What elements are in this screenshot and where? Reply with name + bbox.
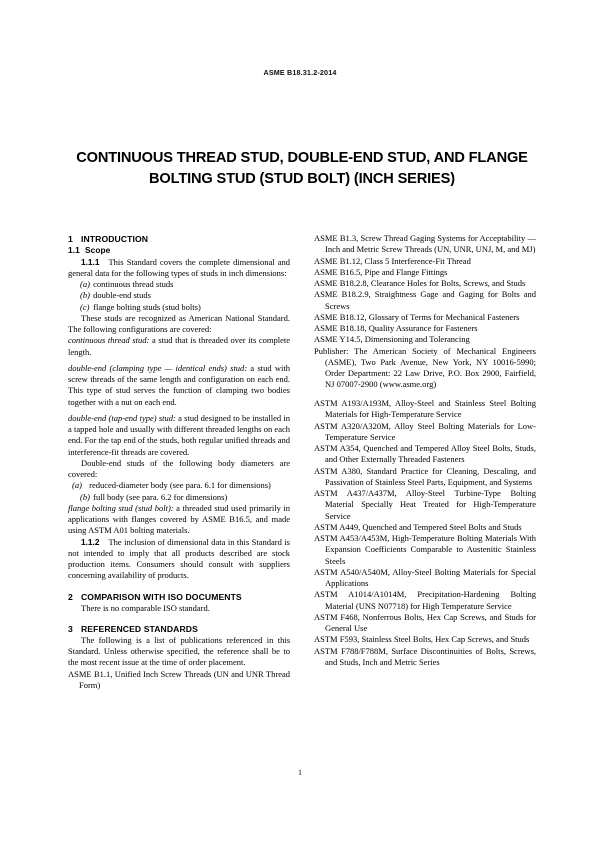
running-header: ASME B18.31.2-2014: [263, 68, 337, 77]
section-1-heading: [68, 233, 290, 245]
reference-entry: ASTM F788/F788M, Surface Discontinuities of Bolts, Screws, and Studs, Inch and Metric Series: [314, 645, 536, 667]
page-title-line-1: CONTINUOUS THREAD STUD, DOUBLE-END STUD, AND FLANGE: [76, 150, 528, 166]
section-2-number: 2: [68, 591, 73, 602]
list-item: [68, 302, 290, 313]
right-column: [314, 233, 536, 668]
reference-entry: ASTM A449, Quenched and Tempered Steel Bolts and Studs: [314, 521, 522, 532]
reference-entry: ASTM A320/A320M, Alloy Steel Bolting Materials for Low-Temperature Service: [314, 420, 536, 442]
reference-entry: ASME B1.3, Screw Thread Gaging Systems for Acceptability — Inch and Metric Screw Threads (UN, UNR, UNJ, M, and MJ): [314, 233, 536, 255]
list-item-text: full body (see para. 6.2 for dimensions): [93, 491, 228, 502]
reference-entry: ASME B16.5, Pipe and Flange Fittings: [314, 266, 448, 277]
recognition-paragraph: These studs are recognized as American National Standard. The following configurations are covered:: [68, 312, 290, 334]
list-item-label: (b): [80, 290, 90, 301]
section-3-title: REFERENCED STANDARDS: [81, 623, 198, 634]
definition-term: double-end (clamping type — identical ends) stud:: [68, 362, 248, 373]
definition-text: a threaded stud used primarily in applications with flanges covered by ASME B16.5, and made using ASTM A01 bolting materials.: [68, 502, 290, 536]
definition-double-end-clamping: [68, 363, 290, 408]
list-item-text: continuous thread studs: [93, 279, 174, 289]
list-item-label: (c): [80, 301, 90, 312]
list-item-label: (a): [80, 279, 90, 289]
clause-1-1-1-number: 1.1.1: [81, 256, 100, 267]
section-3-heading: [68, 623, 290, 635]
list-item-text: reduced-diameter body (see para. 6.1 for dimensions): [89, 480, 271, 491]
list-item-label: (b): [80, 491, 90, 502]
reference-entry: ASTM A193/A193M, Alloy-Steel and Stainless Steel Bolting Materials for High-Temperature Service: [314, 398, 536, 420]
reference-entry: ASTM A354, Quenched and Tempered Alloy Steel Bolts, Studs, and Other Externally Threaded Fasteners: [314, 443, 536, 465]
clause-1-1-1: [68, 257, 290, 280]
section-3-body: The following is a list of publications referenced in this Standard. Unless otherwise specified, the reference shall be to the most recent issue at the time of order placement.: [68, 634, 290, 668]
section-1-number: 1: [68, 234, 73, 244]
body-diameter-intro: Double-end studs of the following body diameters are covered:: [68, 457, 290, 479]
clause-1-1-2-number: 1.1.2: [81, 536, 100, 547]
list-item: [68, 279, 290, 290]
definition-double-end-tap-end: [68, 413, 290, 458]
definition-text: a stud designed to be installed in a tapped hole and usually with different threaded lengths on each end. For the tap end of the studs, both regular unified threads and interference-fit threads are covered.: [68, 412, 290, 457]
definition-text: a stud that is threaded over its complete length.: [68, 335, 291, 357]
clause-1-1-2: [68, 537, 290, 582]
left-column: [68, 233, 290, 691]
definition-text: a stud with screw threads of the same length and configuration on each end. This type of stud serves the function of clamping two bodies together with a nut on each end.: [68, 362, 290, 407]
page-number: 1: [298, 768, 302, 777]
section-1-title: INTRODUCTION: [81, 234, 149, 244]
list-item: [68, 492, 290, 503]
reference-entry: ASME B18.2.8, Clearance Holes for Bolts, Screws, and Studs: [314, 278, 526, 288]
reference-entry: ASTM F468, Nonferrous Bolts, Hex Cap Screws, and Studs for General Use: [314, 611, 536, 633]
section-1-1-title: Scope: [85, 245, 111, 255]
section-1-1-heading: [68, 245, 290, 257]
reference-entry: ASME Y14.5, Dimensioning and Tolerancing: [314, 334, 470, 345]
list-item-label: (a): [72, 480, 82, 491]
list-item: [68, 480, 290, 491]
reference-entry: ASME B18.18, Quality Assurance for Fasteners: [314, 323, 478, 333]
clause-1-1-1-text: This Standard covers the complete dimensional and general data for the following types of studs in inch dimensions:: [68, 256, 290, 278]
page-title: [68, 148, 536, 190]
reference-entry: ASME B1.12, Class 5 Interference-Fit Thread: [314, 255, 471, 266]
definition-term: double-end (tap-end type) stud:: [68, 412, 176, 423]
definition-term: flange bolting stud (stud bolt):: [68, 502, 174, 513]
reference-entry: ASME B1.1, Unified Inch Screw Threads (UN and UNR Thread Form): [68, 668, 290, 690]
definition-flange-bolting-stud: [68, 503, 290, 537]
section-2-title: COMPARISON WITH ISO DOCUMENTS: [81, 591, 242, 602]
page-title-line-2: BOLTING STUD (STUD BOLT) (INCH SERIES): [149, 171, 455, 187]
body-columns: [68, 233, 536, 753]
list-item-text: flange bolting studs (stud bolts): [93, 301, 201, 312]
list-item-text: double-end studs: [93, 290, 151, 301]
list-item: [68, 290, 290, 301]
reference-entry: ASTM A1014/A1014M, Precipitation-Hardening Bolting Material (UNS N07718) for High Temperature Service: [314, 589, 536, 611]
definition-continuous-thread-stud: [68, 335, 290, 358]
reference-entry: ASTM A380, Standard Practice for Cleaning, Descaling, and Passivation of Stainless Steel Parts, Equipment, and Systems: [314, 465, 536, 487]
clause-1-1-2-text: The inclusion of dimensional data in this Standard is not intended to imply that all products described are stock production items. Consumers should consult with suppliers concerning availability of products.: [68, 536, 290, 581]
definition-term: continuous thread stud:: [68, 335, 150, 346]
reference-entry: ASME B18.2.9, Straightness Gage and Gaging for Bolts and Screws: [314, 289, 536, 311]
reference-entry: ASTM F593, Stainless Steel Bolts, Hex Cap Screws, and Studs: [314, 634, 530, 645]
reference-entry: ASTM A437/A437M, Alloy-Steel Turbine-Type Bolting Material Specially Heat Treated for High-Temperature Service: [314, 488, 536, 521]
reference-entry: ASTM A453/A453M, High-Temperature Bolting Materials With Expansion Coefficients Comparable to Austenitic Stainless Steels: [314, 533, 536, 566]
reference-entry: ASTM A540/A540M, Alloy-Steel Bolting Materials for Special Applications: [314, 566, 536, 588]
section-3-number: 3: [68, 623, 73, 634]
publisher-info: Publisher: The American Society of Mechanical Engineers (ASME), Two Park Avenue, New York, NY 10016-5990; Order Department: 22 Law Drive, P.O. Box 2900, Fairfield, NJ 07007-2900 (www.asme.org): [314, 345, 536, 390]
section-2-heading: [68, 591, 290, 603]
reference-entry: ASME B18.12, Glossary of Terms for Mechanical Fasteners: [314, 311, 520, 322]
section-1-1-number: 1.1: [68, 245, 80, 255]
section-2-body: There is no comparable ISO standard.: [81, 602, 210, 613]
